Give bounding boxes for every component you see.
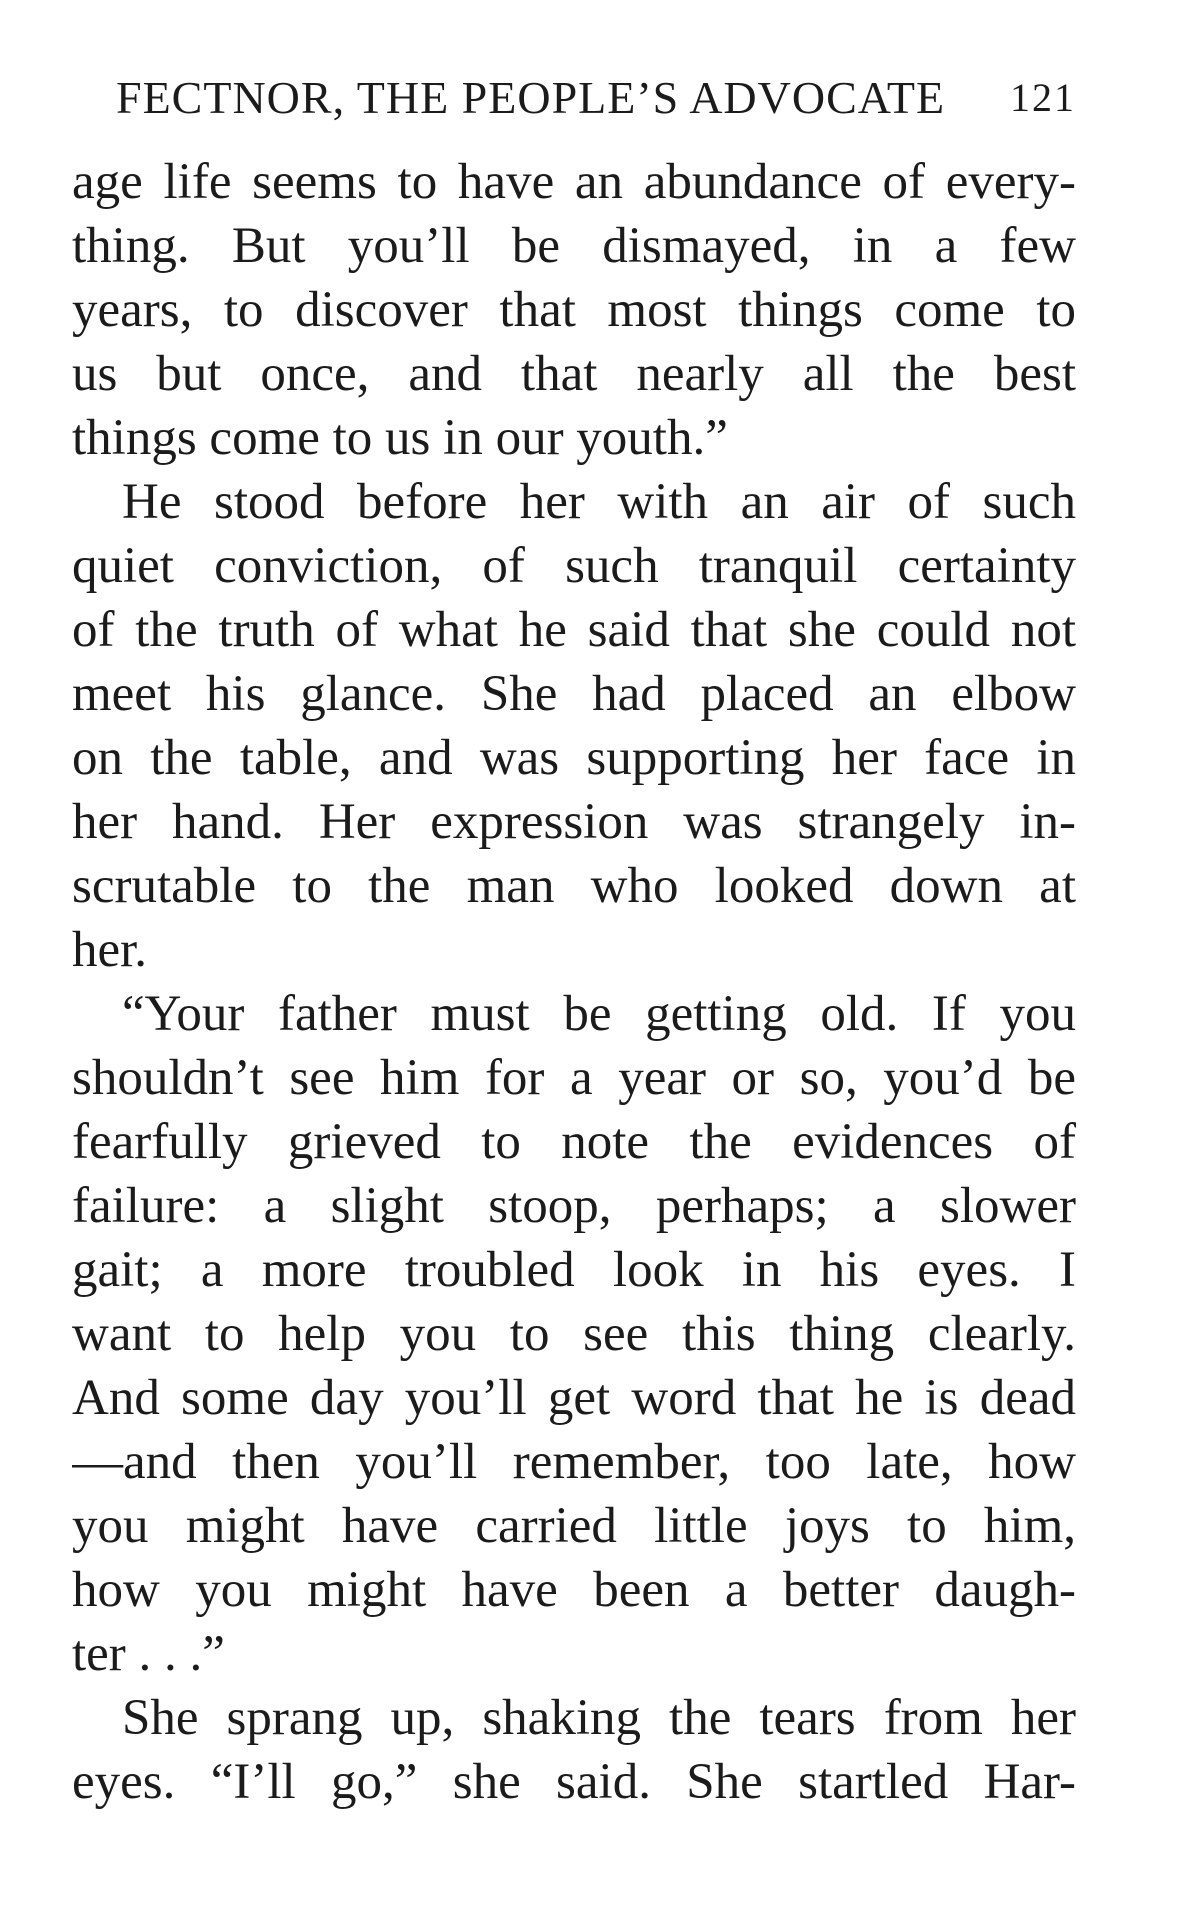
text-line: things come to us in our youth.” <box>72 410 728 466</box>
text-line: And some day you’ll get word that he is dead <box>72 1370 1076 1426</box>
text-line: years, to discover that most things come to <box>72 282 1076 338</box>
text-line: her hand. Her expression was strangely in- <box>72 794 1076 850</box>
text-line: want to help you to see this thing clearly. <box>72 1306 1076 1362</box>
text-line: thing. But you’ll be dismayed, in a few <box>72 218 1076 274</box>
text-line: you might have carried little joys to him, <box>72 1498 1076 1554</box>
text-line: of the truth of what he said that she could not <box>72 602 1076 658</box>
text-line: age life seems to have an abundance of every- <box>72 154 1076 210</box>
body-text <box>72 150 1076 1814</box>
running-head <box>116 70 1076 126</box>
text-line: eyes. “I’ll go,” she said. She startled Har- <box>72 1754 1076 1810</box>
text-line: on the table, and was supporting her face in <box>72 730 1076 786</box>
text-line: ter . . .” <box>72 1626 225 1682</box>
text-line: shouldn’t see him for a year or so, you’d be <box>72 1050 1076 1106</box>
text-line: us but once, and that nearly all the best <box>72 346 1076 402</box>
text-line: meet his glance. She had placed an elbow <box>72 666 1076 722</box>
text-line: He stood before her with an air of such <box>122 474 1076 530</box>
text-line: scrutable to the man who looked down at <box>72 858 1076 914</box>
text-line: “Your father must be getting old. If you <box>122 986 1076 1042</box>
text-line: failure: a slight stoop, perhaps; a slower <box>72 1178 1076 1234</box>
text-line: gait; a more troubled look in his eyes. I <box>72 1242 1076 1298</box>
text-line: quiet conviction, of such tranquil certainty <box>72 538 1076 594</box>
page-number: 121 <box>1010 75 1076 120</box>
text-line: how you might have been a better daugh- <box>72 1562 1076 1618</box>
text-line: She sprang up, shaking the tears from her <box>122 1690 1076 1746</box>
running-title: FECTNOR, THE PEOPLE’S ADVOCATE <box>116 72 946 123</box>
text-line: her. <box>72 922 148 978</box>
text-line: —and then you’ll remember, too late, how <box>72 1434 1076 1490</box>
text-line: fearfully grieved to note the evidences of <box>72 1114 1076 1170</box>
